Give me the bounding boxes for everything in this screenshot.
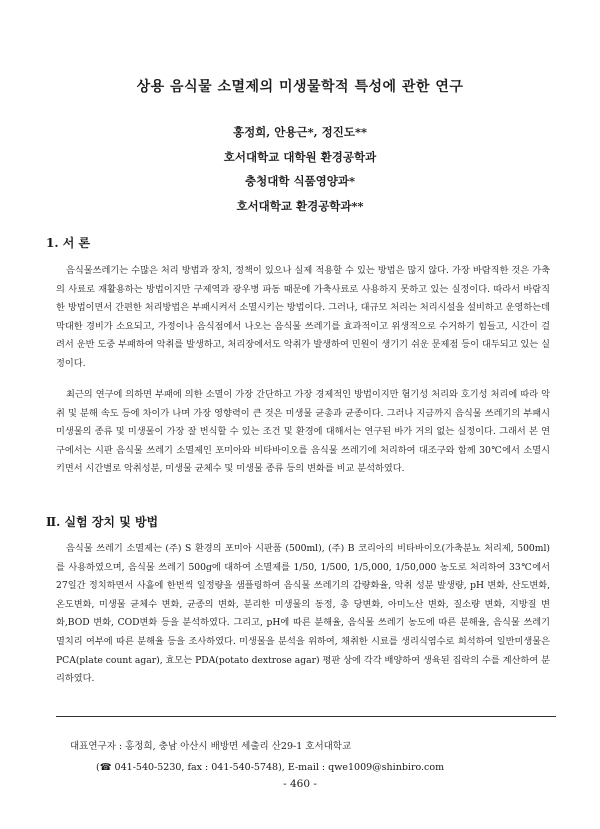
intro-paragraph-2 <box>56 386 550 479</box>
footnote-divider <box>56 716 556 717</box>
section-heading-methods: Ⅱ. 실험 장치 및 방법 <box>46 515 159 529</box>
paragraph-text: 최근의 연구에 의하면 부패에 의한 소멸이 가장 간단하고 가장 경제적인 방법이지만 혐기성 처리와 호기성 처리에 따라 악취 및 분해 속도 등에 차이가 나며 가장 영향력이 큰 것은 미생물 균총과 균종이다. 그러나 지금까지 음식물 쓰레기의 부패시 미생물의 종류 및 미생물이 가장 잘 번식할 수 있는 조건 및 환경에 대해서는 연구된 바가 거의 없는 실정이다. 그래서 본 연구에서는 시판 음식물 쓰레기 소멸제인 포미아와 비타바이오를 음식물 쓰레기에 처리하여 대조구와 함께 30℃에서 소멸시키면서 시간별로 악취성분, 미생물 균체수 및 미생물 종류 등의 변화를 비교 분석하였다. <box>56 389 550 475</box>
affiliation-2: 충청대학 식품영양과* <box>245 174 355 188</box>
corresponding-author-footnote <box>0 736 600 778</box>
paper-title: 상용 음식물 소멸제의 미생물학적 특성에 관한 연구 <box>136 79 464 95</box>
section-heading-introduction: 1. 서 론 <box>46 236 91 250</box>
affiliation-3: 호서대학교 환경공학과** <box>236 198 364 213</box>
author-names: 홍정희, 안용근*, 정진도** <box>232 125 368 139</box>
intro-paragraph-1 <box>56 262 550 374</box>
footnote-address: 대표연구자 : 홍정희, 충남 아산시 배방면 세출리 산29-1 호서대학교 <box>70 741 352 752</box>
affiliation-1: 호서대학교 대학원 환경공학과 <box>223 149 377 164</box>
author-block <box>0 120 600 218</box>
paragraph-text: 음식물 쓰레기 소멸제는 (주) S 환경의 포미아 시판품 (500ml), (주) B 코리아의 비타바이오(가축분뇨 처리제, 500ml)를 사용하였으며, 음식물 쓰레기 500g에 대하여 소멸제를 1/50, 1/500, 1/5,000, 1/50,000 농도로 처리하여 33℃에서 27일간 정치하면서 사흘에 한번씩 일정량을 샘플링하여 음식물 쓰레기의 감량화율, 악취 성분 발생량, pH 변화, 산도변화, 온도변화, 미생물 균체수 변화, 균종의 변화, 분리한 미생물의 동정, 총 당변화, 아미노산 변화, 질소량 변화, 지방질 변화,BOD 변화, COD변화 등을 분석하였다. 그리고, pH에 따른 분해율, 음식물 쓰레기 농도에 따른 분해율, 음식물 쓰레기 멸치리 여부에 따른 분해율 등을 조사하였다. 미생물을 분석을 위하여, 채취한 시료를 생리식염수로 희석하여 일반미생물은 PCA(plate count agar), 효모는 PDA(potato dextrose agar) 평판 상에 각각 배양하여 생육된 집락의 수를 계산하여 분리하였다. <box>56 543 551 685</box>
page-number: - 460 - <box>283 778 317 790</box>
paragraph-text: 음식물쓰레기는 수많은 처리 방법과 장치, 정책이 있으나 실제 적용할 수 있는 방법은 많지 않다. 가장 바람직한 것은 가축의 사료로 재활용하는 방법이지만 구제역과 광우병 파동 때문에 가축사료로 사용하지 못하고 있는 실정이다. 따라서 바람직한 방법이면서 간편한 처리방법은 부패시켜서 소멸시키는 방법이다. 그러나, 대규모 처리는 처리시설을 설비하고 운영하는데 막대한 경비가 소요되고, 가정이나 음식점에서 나오는 음식물 쓰레기를 효과적이고 위생적으로 수거하기 힘들고, 시간이 걸려서 운반 도중 부패하여 악취를 발생하고, 처리장에서도 악취가 발생하여 민원이 생기기 쉬운 문제점 등이 대두되고 있는 실정이다. <box>56 265 550 369</box>
methods-paragraph-1 <box>56 540 550 689</box>
footnote-contact: (☎ 041-540-5230, fax : 041-540-5748), E-mail : qwe1009@shinbiro.com <box>96 762 445 773</box>
